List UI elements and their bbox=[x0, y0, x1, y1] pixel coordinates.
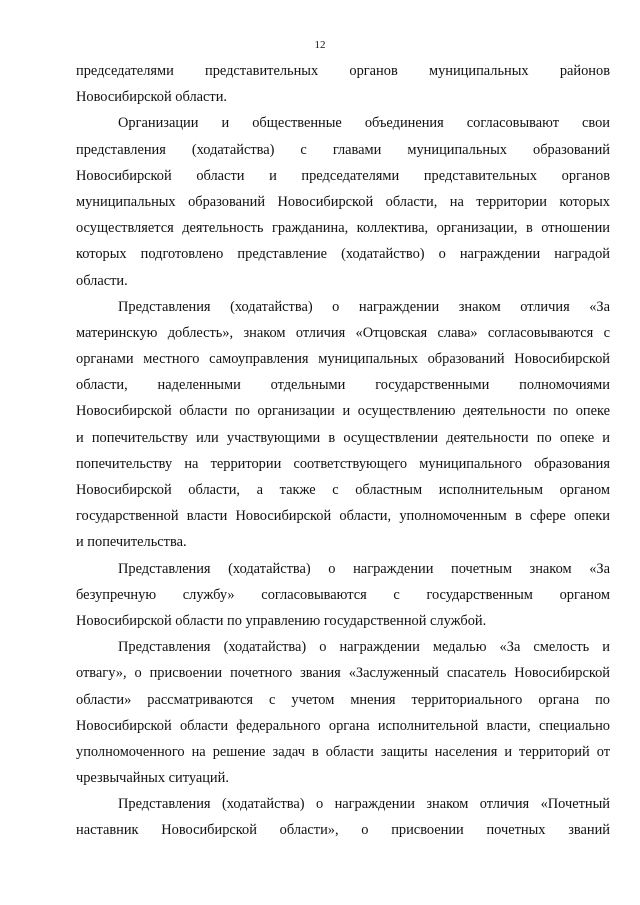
text-line: Новосибирской области по организации и осуществлению деятельности по опеке bbox=[76, 403, 610, 420]
text-line: материнскую доблесть», знаком отличия «Отцовская слава» согласовываются с bbox=[76, 324, 610, 341]
text-line: чрезвычайных ситуаций. bbox=[76, 770, 229, 787]
text-line: и попечительства. bbox=[76, 534, 187, 551]
text-line: наставник Новосибирской области», о присвоении почетных званий bbox=[76, 822, 610, 839]
text-line: Новосибирской области. bbox=[76, 89, 227, 106]
text-line: Новосибирской области федерального органа исполнительной власти, специально bbox=[76, 717, 610, 734]
text-line: Организации и общественные объединения согласовывают свои bbox=[118, 115, 610, 132]
text-line: которых подготовлено представление (ходатайство) о награждении наградой bbox=[76, 246, 610, 263]
text-line: области. bbox=[76, 272, 128, 289]
text-line: Новосибирской области и председателями представительных органов bbox=[76, 167, 610, 184]
text-line: муниципальных образований Новосибирской области, на территории которых bbox=[76, 193, 610, 210]
text-line: попечительству на территории соответствующего муниципального образования bbox=[76, 455, 610, 472]
text-line: Новосибирской области, а также с областным исполнительным органом bbox=[76, 482, 610, 498]
page-number: 12 bbox=[314, 39, 326, 51]
text-line: области» рассматриваются с учетом мнения территориального органа по bbox=[76, 691, 610, 708]
text-line: и попечительству или участвующими в осуществлении деятельности по опеке и bbox=[76, 429, 610, 446]
text-line: Представления (ходатайства) о награждении знаком отличия «За bbox=[118, 298, 610, 315]
text-line: председателями представительных органов муниципальных районов bbox=[76, 63, 610, 79]
text-line: Представления (ходатайства) о награждении знаком отличия «Почетный bbox=[118, 796, 610, 813]
text-line: осуществляется деятельность гражданина, коллектива, организации, в отношении bbox=[76, 220, 610, 237]
text-line: уполномоченного на решение задач в области защиты населения и территорий от bbox=[76, 743, 610, 760]
text-line: государственной власти Новосибирской области, уполномоченным в сфере опеки bbox=[76, 508, 610, 525]
text-line: Представления (ходатайства) о награждении медалью «За смелость и bbox=[118, 639, 610, 656]
text-line: представления (ходатайства) с главами муниципальных образований bbox=[76, 141, 610, 158]
text-line: Представления (ходатайства) о награждении почетным знаком «За bbox=[118, 560, 610, 577]
text-line: области, наделенными отдельными государственными полномочиями bbox=[76, 377, 610, 394]
text-line: отвагу», о присвоении почетного звания «Заслуженный спасатель Новосибирской bbox=[76, 665, 610, 682]
text-line: Новосибирской области по управлению государственной службой. bbox=[76, 612, 487, 629]
text-line: безупречную службу» согласовываются с государственным органом bbox=[76, 586, 610, 603]
document-body bbox=[76, 58, 610, 844]
text-line: органами местного самоуправления муниципальных образований Новосибирской bbox=[76, 351, 610, 368]
